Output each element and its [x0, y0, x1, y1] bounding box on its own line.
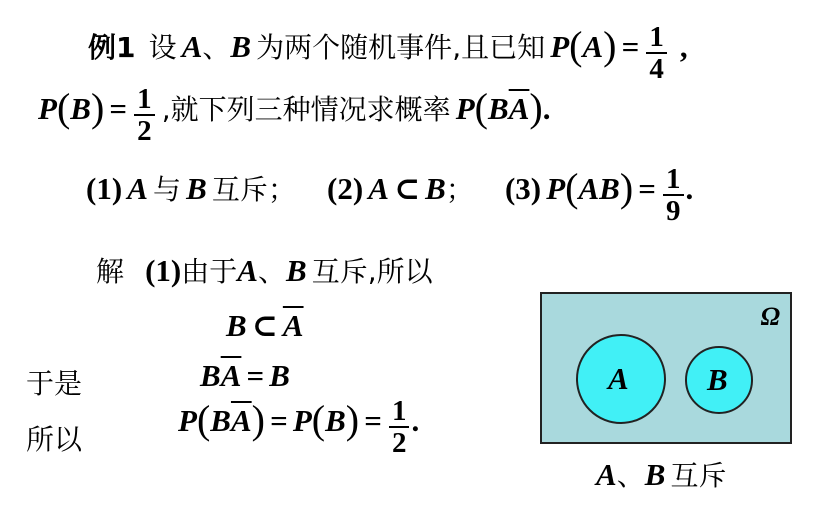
- event-b: B: [285, 253, 307, 288]
- equals: =: [246, 358, 265, 393]
- sep-dun: 、: [257, 255, 286, 288]
- case-3-number: (3): [504, 171, 542, 206]
- prob-p: P: [455, 91, 475, 126]
- label-suoyi: [26, 418, 82, 458]
- event-a-complement: $\overline{A}$: [220, 358, 242, 393]
- formula-result: $P(B\overline{A}) = P(B)$ = $\frac{1}{2}$ .: [178, 394, 420, 459]
- event-a-complement: $\overline{A}$: [508, 91, 530, 126]
- sep-dun: 、: [202, 31, 231, 64]
- event-b: B: [200, 358, 221, 393]
- solution-label: 解: [96, 255, 125, 288]
- numerator: 1: [389, 396, 410, 428]
- subset-symbol: ⊂: [394, 171, 421, 206]
- equals: =: [270, 403, 288, 438]
- trailing-comma: ,: [679, 29, 688, 64]
- denominator: 4: [649, 52, 664, 85]
- event-a: A: [127, 171, 148, 206]
- text-given: ,且已知: [452, 31, 546, 64]
- prob-a-arg: A: [582, 29, 604, 64]
- event-a: A: [368, 171, 389, 206]
- event-b: B: [186, 171, 207, 206]
- text-with: 与: [153, 173, 182, 206]
- event-b: B: [230, 29, 252, 64]
- text-because: 由于: [181, 255, 238, 288]
- circle-b: [685, 346, 753, 414]
- semicolon: ；: [267, 173, 296, 206]
- denominator: 9: [666, 194, 681, 227]
- text-find-probability: ,就下列三种情况求概率: [161, 93, 451, 126]
- event-a-complement: $\overline{A}$: [282, 308, 304, 343]
- prob-b-arg: B: [70, 91, 91, 126]
- subset-symbol: ⊂: [251, 308, 278, 343]
- prob-b-arg: B: [325, 403, 346, 438]
- prob-p: P: [546, 171, 566, 206]
- fraction-1-2: [134, 84, 155, 146]
- event-a: A: [181, 29, 203, 64]
- venn-caption: [596, 454, 727, 494]
- numerator: 1: [663, 164, 684, 196]
- fraction-1-9: [663, 164, 684, 226]
- period: .: [542, 91, 551, 126]
- period: .: [685, 171, 694, 206]
- omega-label: Ω: [760, 302, 780, 331]
- prob-p: P: [178, 403, 197, 438]
- event-b: B: [226, 308, 247, 343]
- text-mutex: 互斥: [311, 255, 368, 288]
- equals: =: [621, 29, 640, 64]
- venn-diagram-sample-space: [540, 292, 792, 444]
- fraction-1-4: [646, 22, 667, 84]
- semicolon: ；: [445, 173, 474, 206]
- prob-p: P: [292, 403, 312, 438]
- text-hence: 于是: [26, 367, 83, 400]
- example-label: 例1: [88, 31, 136, 64]
- prob-p: P: [38, 91, 57, 126]
- cases-line: (1) A 与 B 互斥； (2) A ⊂ B； (3) P(AB) = $\frac{1}{9}$ .: [86, 162, 694, 227]
- denominator: 2: [137, 114, 152, 147]
- text-so: 所以: [26, 423, 83, 456]
- sep-dun: 、: [616, 459, 645, 492]
- event-b: B: [425, 171, 446, 206]
- numerator: 1: [134, 84, 155, 116]
- equals: =: [638, 171, 656, 206]
- case-1-number: (1): [86, 171, 123, 206]
- text-therefore: ,所以: [367, 255, 433, 288]
- solution-line: [96, 250, 433, 290]
- equals: =: [109, 91, 128, 126]
- circle-b-label: B: [707, 362, 728, 397]
- numerator: 1: [646, 22, 667, 54]
- equals: =: [364, 403, 382, 438]
- denominator: 2: [391, 426, 407, 459]
- text-she: 设: [148, 31, 177, 64]
- circle-a-label: A: [608, 361, 629, 396]
- solution-number: (1): [145, 253, 182, 288]
- text-mutex: 互斥: [211, 173, 268, 206]
- text-random-events: 为两个随机事件: [256, 31, 453, 64]
- problem-line-2: P(B) = $\frac{1}{2}$ ,就下列三种情况求概率 $P(B\overline{A})$.: [38, 82, 551, 147]
- event-b: B: [644, 457, 666, 492]
- case-2-number: (2): [327, 171, 364, 206]
- formula-b-subset-abar: [226, 308, 304, 344]
- text-mutex: 互斥: [670, 459, 727, 492]
- event-b: B: [488, 91, 509, 126]
- prob-p: P: [550, 29, 570, 64]
- label-yushi: [26, 362, 82, 402]
- event-a-complement: $\overline{A}$: [230, 403, 252, 438]
- event-b: B: [210, 403, 231, 438]
- event-b: B: [269, 358, 290, 393]
- circle-a: [576, 334, 666, 424]
- event-a: A: [596, 457, 617, 492]
- formula-babar-eq-b: [200, 358, 290, 394]
- period: .: [411, 403, 420, 438]
- event-a: A: [237, 253, 258, 288]
- problem-line-1: 例1 设 A、B 为两个随机事件,且已知 P(A) = $\frac{1}{4}$ ,: [88, 20, 688, 85]
- event-ab: AB: [578, 171, 620, 206]
- fraction-1-2: [389, 396, 410, 458]
